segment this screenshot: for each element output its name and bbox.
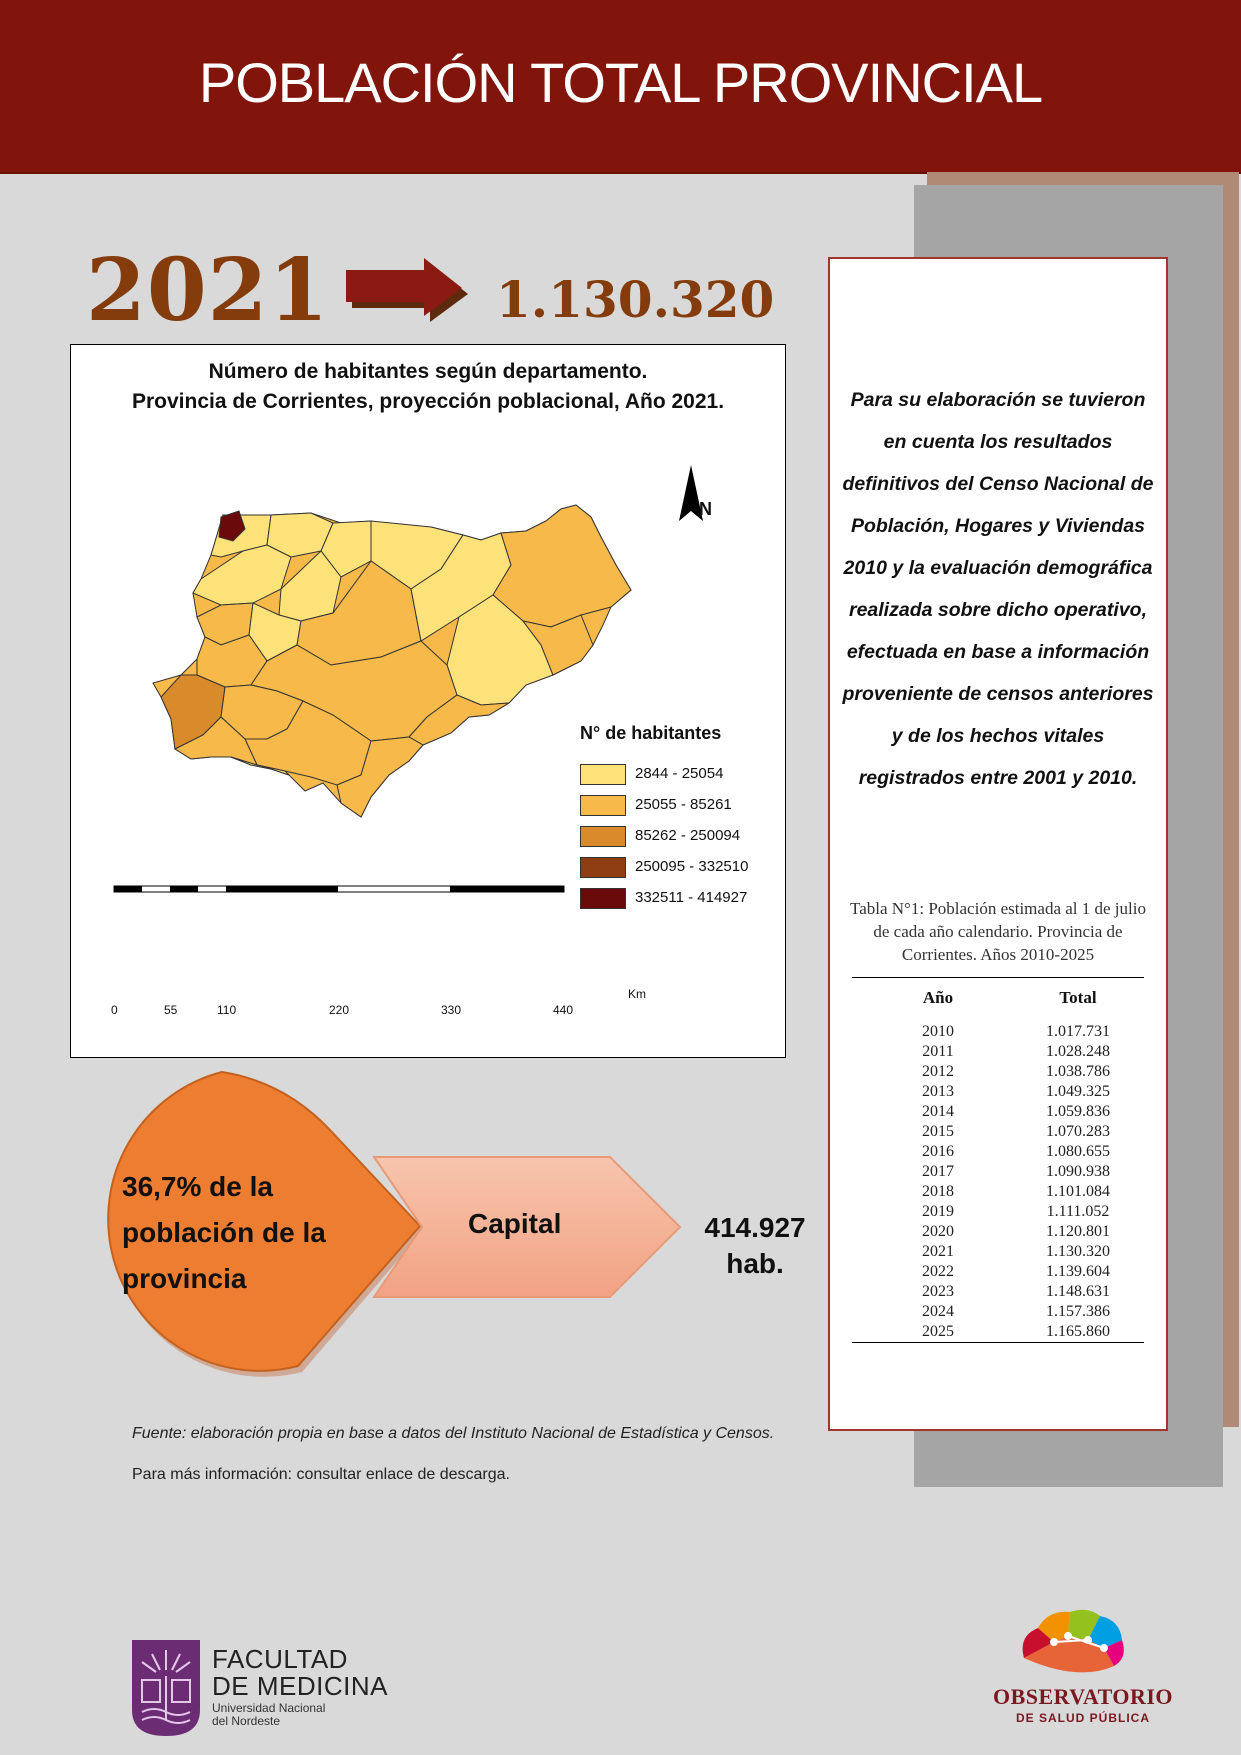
table-cell-year: 2011 — [922, 1043, 954, 1060]
table-caption: Tabla N°1: Población estimada al 1 de julio de cada año calendario. Provincia de Corrientes. Años 2010-2025 — [850, 899, 1146, 964]
table-cell-year: 2015 — [922, 1123, 954, 1140]
table-cell-year: 2010 — [922, 1023, 954, 1040]
table-cell-total: 1.157.386 — [1046, 1303, 1110, 1320]
more-info-note: Para más información: consultar enlace de descarga. — [132, 1466, 510, 1483]
table-cell-year: 2012 — [922, 1063, 954, 1080]
table-row — [852, 1122, 1144, 1142]
table-cell-total: 1.070.283 — [1046, 1123, 1110, 1140]
table-cell-total: 1.130.320 — [1046, 1243, 1110, 1260]
scale-label: 110 — [217, 1003, 237, 1017]
table-cell-year: 2021 — [922, 1243, 954, 1260]
table-row — [852, 1282, 1144, 1302]
table-row — [852, 1242, 1144, 1262]
table-row — [852, 1102, 1144, 1122]
headline-year: 2021 — [86, 240, 330, 341]
table-cell-total: 1.059.836 — [1046, 1103, 1110, 1120]
capital-share-text: 36,7% de la población de la provincia — [122, 1171, 326, 1294]
legend-title: N° de habitantes — [580, 723, 722, 743]
table-cell-year: 2025 — [922, 1323, 954, 1340]
table-cell-year: 2022 — [922, 1263, 954, 1280]
table-row — [852, 1162, 1144, 1182]
table-cell-year: 2013 — [922, 1083, 954, 1100]
table-cell-year: 2017 — [922, 1163, 954, 1180]
scale-label: 220 — [329, 1003, 350, 1017]
table-cell-year: 2019 — [922, 1203, 954, 1220]
logo-text: DE SALUD PÚBLICA — [1015, 1711, 1150, 1725]
facultad-medicina-logo — [132, 1640, 200, 1736]
table-body — [852, 1022, 1144, 1342]
table-row — [852, 1022, 1144, 1042]
table-cell-year: 2020 — [922, 1223, 954, 1240]
table-row — [852, 1042, 1144, 1062]
table-cell-total: 1.080.655 — [1046, 1143, 1110, 1160]
table-cell-year: 2024 — [922, 1303, 954, 1320]
scale-label: 330 — [441, 1003, 462, 1017]
scale-label: 55 — [164, 1003, 178, 1017]
map-figure: Número de habitantes según departamento. Provincia de Corrientes, proyección poblacional, Año 2021. N N° de habitantes 2844 - 25054 25055 - 85261 85262 - 250094 250095 - 332510 332511 - 414927 Km 0 55 110 220 330 440 — [70, 344, 786, 1058]
legend-swatch — [580, 764, 626, 785]
table-row — [852, 1262, 1144, 1282]
table-cell-total: 1.165.860 — [1046, 1323, 1110, 1340]
legend-swatch — [580, 888, 626, 909]
table-cell-total: 1.049.325 — [1046, 1083, 1110, 1100]
north-label: N — [699, 499, 712, 519]
logo-text: del Nordeste — [212, 1714, 281, 1728]
province-map — [71, 345, 787, 1059]
scale-label: 0 — [111, 1003, 118, 1017]
table-cell-total: 1.148.631 — [1046, 1283, 1110, 1300]
map-title: Número de habitantes según departamento. Provincia de Corrientes, proyección poblacional, Año 2021. — [131, 360, 725, 413]
table-row — [852, 1142, 1144, 1162]
population-table: Año Total 2010 1.017.731 2011 1.028.248 2012 1.038.786 2013 1.049.325 2014 1.059.836 2015 1.070.283 2016 1.080.655 2017 1.090.938 2018 1.101.084 2019 1.111.052 2020 1.120.801 2021 1.130.320 2022 1.139.604 2023 1.148.631 2024 1.157.386 2025 1.165.860 — [852, 977, 1144, 1343]
source-note: Fuente: elaboración propia en base a datos del Instituto Nacional de Estadística y Censos. — [132, 1425, 775, 1442]
methodology-note: Para su elaboración se tuvieron en cuenta los resultados definitivos del Censo Nacional de Población, Hogares y Viviendas 2010 y la evaluación demográfica realizada sobre dicho operativo, efectuada en base a información proveniente de censos anteriores y de los hechos vitales registrados entre 2001 y 2010. — [842, 389, 1154, 789]
table-cell-total: 1.139.604 — [1046, 1263, 1110, 1280]
table-cell-year: 2014 — [922, 1103, 954, 1120]
page-title: POBLACIÓN TOTAL PROVINCIAL — [198, 51, 1043, 114]
scale-unit: Km — [628, 987, 646, 1001]
table-cell-total: 1.028.248 — [1046, 1043, 1110, 1060]
table-cell-total: 1.090.938 — [1046, 1163, 1110, 1180]
header-banner — [0, 0, 1241, 174]
table-cell-total: 1.101.084 — [1046, 1183, 1110, 1200]
logo-text: FACULTAD — [212, 1644, 348, 1674]
right-arrow-icon — [344, 256, 474, 326]
scale-label: 440 — [553, 1003, 574, 1017]
capital-population: 414.927 hab. — [704, 1212, 806, 1279]
table-row — [852, 1202, 1144, 1222]
legend-swatch — [580, 826, 626, 847]
table-row — [852, 1182, 1144, 1202]
table-row — [852, 1062, 1144, 1082]
headline-total: 1.130.320 — [496, 270, 775, 329]
table-cell-year: 2016 — [922, 1143, 954, 1160]
table-row — [852, 1082, 1144, 1102]
table-cell-year: 2023 — [922, 1283, 954, 1300]
logo-text: OBSERVATORIO — [992, 1684, 1174, 1709]
logo-text: DE MEDICINA — [212, 1671, 388, 1701]
table-cell-total: 1.017.731 — [1046, 1023, 1110, 1040]
methodology-panel — [828, 257, 1168, 1431]
legend-swatch — [580, 857, 626, 878]
capital-label: Capital — [468, 1208, 562, 1239]
logo-text: Universidad Nacional — [212, 1701, 326, 1715]
table-cell-total: 1.120.801 — [1046, 1223, 1110, 1240]
table-cell-year: 2018 — [922, 1183, 954, 1200]
table-row — [852, 1322, 1144, 1342]
table-cell-total: 1.111.052 — [1046, 1203, 1110, 1220]
table-cell-total: 1.038.786 — [1046, 1063, 1110, 1080]
observatorio-logo — [1018, 1606, 1130, 1682]
table-row — [852, 1302, 1144, 1322]
legend-swatch — [580, 795, 626, 816]
table-row — [852, 1222, 1144, 1242]
